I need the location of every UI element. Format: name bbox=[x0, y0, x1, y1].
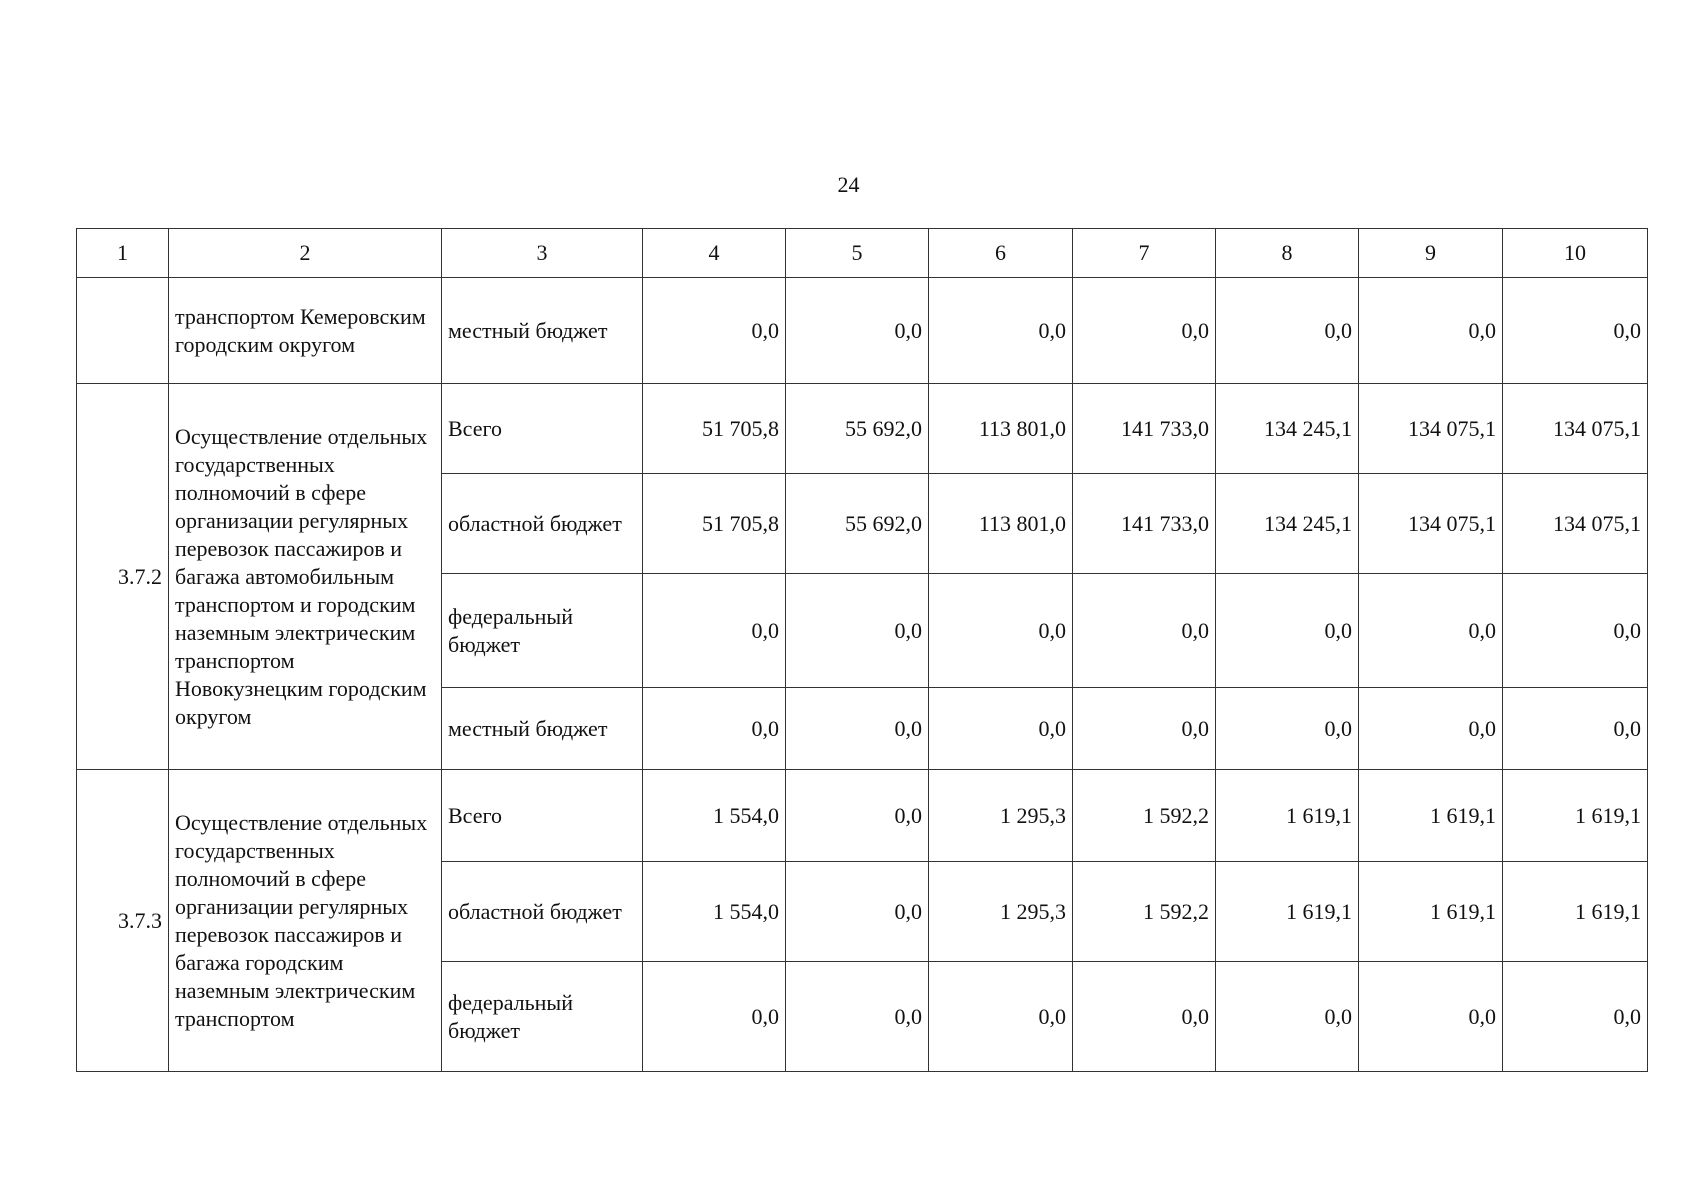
value-cell: 0,0 bbox=[786, 862, 929, 962]
column-header: 4 bbox=[643, 229, 786, 278]
value-cell: 0,0 bbox=[1503, 574, 1648, 688]
value-cell: 55 692,0 bbox=[786, 384, 929, 474]
value-cell: 0,0 bbox=[1216, 688, 1359, 770]
value-cell: 1 554,0 bbox=[643, 862, 786, 962]
value-cell: 1 619,1 bbox=[1216, 770, 1359, 862]
value-cell: 113 801,0 bbox=[929, 474, 1073, 574]
column-header: 9 bbox=[1359, 229, 1503, 278]
funding-source-cell: федеральный бюджет bbox=[442, 574, 643, 688]
value-cell: 134 075,1 bbox=[1359, 384, 1503, 474]
value-cell: 134 245,1 bbox=[1216, 384, 1359, 474]
column-header: 10 bbox=[1503, 229, 1648, 278]
value-cell: 134 245,1 bbox=[1216, 474, 1359, 574]
value-cell: 0,0 bbox=[1073, 278, 1216, 384]
value-cell: 0,0 bbox=[1359, 688, 1503, 770]
value-cell: 51 705,8 bbox=[643, 384, 786, 474]
value-cell: 0,0 bbox=[786, 962, 929, 1072]
value-cell: 55 692,0 bbox=[786, 474, 929, 574]
funding-source-cell: областной бюджет bbox=[442, 474, 643, 574]
item-number-cell bbox=[77, 278, 169, 384]
funding-source-cell: Всего bbox=[442, 384, 643, 474]
value-cell: 0,0 bbox=[1359, 574, 1503, 688]
value-cell: 0,0 bbox=[1216, 574, 1359, 688]
value-cell: 0,0 bbox=[1073, 574, 1216, 688]
column-header: 2 bbox=[169, 229, 442, 278]
item-name-cell: Осуществление отдельных государственных полномочий в сфере организации регулярных перевозок пассажиров и багажа городским наземным электрическим транспортом bbox=[169, 770, 442, 1072]
value-cell: 0,0 bbox=[643, 962, 786, 1072]
value-cell: 0,0 bbox=[929, 278, 1073, 384]
value-cell: 134 075,1 bbox=[1503, 384, 1648, 474]
table-row bbox=[77, 278, 1648, 384]
item-number-cell: 3.7.2 bbox=[77, 384, 169, 770]
column-header: 3 bbox=[442, 229, 643, 278]
value-cell: 0,0 bbox=[786, 574, 929, 688]
value-cell: 1 619,1 bbox=[1503, 770, 1648, 862]
item-name-cell: Осуществление отдельных государственных полномочий в сфере организации регулярных перевозок пассажиров и багажа автомобильным транспортом и городским наземным электрическим транспортом Новокузнецким городским округом bbox=[169, 384, 442, 770]
value-cell: 141 733,0 bbox=[1073, 474, 1216, 574]
budget-table bbox=[76, 228, 1648, 1072]
value-cell: 0,0 bbox=[1073, 688, 1216, 770]
value-cell: 1 592,2 bbox=[1073, 770, 1216, 862]
value-cell: 1 592,2 bbox=[1073, 862, 1216, 962]
value-cell: 0,0 bbox=[1216, 278, 1359, 384]
column-header: 6 bbox=[929, 229, 1073, 278]
funding-source-cell: областной бюджет bbox=[442, 862, 643, 962]
value-cell: 0,0 bbox=[643, 278, 786, 384]
value-cell: 0,0 bbox=[1359, 278, 1503, 384]
funding-source-cell: местный бюджет bbox=[442, 688, 643, 770]
value-cell: 0,0 bbox=[1503, 278, 1648, 384]
column-header: 1 bbox=[77, 229, 169, 278]
table-row bbox=[77, 770, 1648, 862]
value-cell: 141 733,0 bbox=[1073, 384, 1216, 474]
value-cell: 0,0 bbox=[1503, 962, 1648, 1072]
value-cell: 0,0 bbox=[643, 574, 786, 688]
value-cell: 1 295,3 bbox=[929, 862, 1073, 962]
value-cell: 0,0 bbox=[929, 962, 1073, 1072]
value-cell: 0,0 bbox=[1073, 962, 1216, 1072]
page-number: 24 bbox=[837, 172, 860, 197]
value-cell: 0,0 bbox=[1216, 962, 1359, 1072]
value-cell: 113 801,0 bbox=[929, 384, 1073, 474]
value-cell: 134 075,1 bbox=[1503, 474, 1648, 574]
item-name-cell: транспортом Кемеровским городским округом bbox=[169, 278, 442, 384]
value-cell: 1 554,0 bbox=[643, 770, 786, 862]
table-row bbox=[77, 384, 1648, 474]
value-cell: 0,0 bbox=[1503, 688, 1648, 770]
value-cell: 0,0 bbox=[643, 688, 786, 770]
value-cell: 0,0 bbox=[929, 688, 1073, 770]
value-cell: 0,0 bbox=[929, 574, 1073, 688]
value-cell: 0,0 bbox=[1359, 962, 1503, 1072]
value-cell: 0,0 bbox=[786, 770, 929, 862]
value-cell: 1 619,1 bbox=[1503, 862, 1648, 962]
funding-source-cell: федеральный бюджет bbox=[442, 962, 643, 1072]
value-cell: 0,0 bbox=[786, 688, 929, 770]
funding-source-cell: Всего bbox=[442, 770, 643, 862]
value-cell: 1 619,1 bbox=[1359, 862, 1503, 962]
value-cell: 1 619,1 bbox=[1359, 770, 1503, 862]
funding-source-cell: местный бюджет bbox=[442, 278, 643, 384]
item-number-cell: 3.7.3 bbox=[77, 770, 169, 1072]
column-header: 7 bbox=[1073, 229, 1216, 278]
header-row bbox=[77, 229, 1648, 278]
value-cell: 1 619,1 bbox=[1216, 862, 1359, 962]
value-cell: 134 075,1 bbox=[1359, 474, 1503, 574]
value-cell: 1 295,3 bbox=[929, 770, 1073, 862]
value-cell: 51 705,8 bbox=[643, 474, 786, 574]
column-header: 8 bbox=[1216, 229, 1359, 278]
column-header: 5 bbox=[786, 229, 929, 278]
value-cell: 0,0 bbox=[786, 278, 929, 384]
